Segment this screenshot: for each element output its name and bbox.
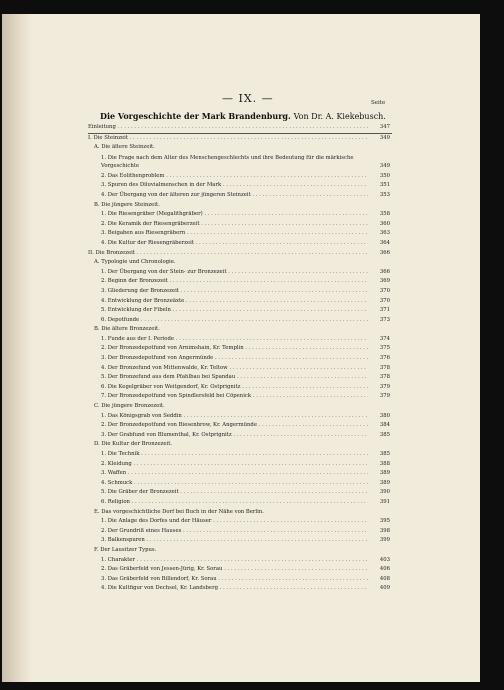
toc-entry-text: 5. Der Bronzefund aus dem Pfahlbau bei Spandau . . . [101, 373, 368, 383]
toc-entry-text: 2. Der Bronzedepotfund von Arnimshain, Kr. Templin . . . [101, 344, 368, 354]
toc-entry [88, 306, 392, 316]
toc-entry-text: 6. Die Kegelgräber von Weitgendorf, Kr. Ostprignitz . . . [101, 383, 368, 393]
toc-entry [88, 239, 392, 249]
toc-entry-text: 3. Der Grabfund von Blumenthal, Kr. Ostprignitz . . . [101, 431, 368, 441]
toc-entry-text: 3. Waffen . . . [101, 469, 368, 479]
toc-entry-text: B. Die jüngere Steinzeit. [94, 201, 160, 208]
toc-entry [88, 402, 392, 412]
toc-entry-page: 375 [379, 345, 390, 352]
toc-entry-page: 409 [379, 585, 390, 592]
toc-entry [88, 498, 392, 508]
toc-entry-text: F. Der Lausitzer Typus. [94, 546, 157, 553]
toc-entry-page: 399 [379, 537, 390, 544]
toc-entry-page: 379 [379, 383, 390, 390]
toc-entry-page: 349 [379, 134, 390, 141]
toc-entry [88, 143, 392, 153]
toc-entry [88, 421, 392, 431]
toc-entry-page: 384 [379, 422, 390, 429]
toc-entry [88, 460, 392, 470]
toc-entry [88, 383, 392, 393]
toc-entry [88, 258, 392, 268]
toc-entry-text: 3. Balkenspuren . . . [101, 536, 368, 546]
toc-entry-page: 385 [379, 451, 390, 457]
toc-entry-page: 350 [379, 172, 390, 179]
toc-entry [88, 565, 392, 575]
toc-entry-text: E. Das vorgeschichtliche Dorf bei Buch in der Nähe von Berlin. [94, 508, 264, 515]
toc-entry [88, 536, 392, 546]
toc-entry-text: 1. Die Technik . . . [101, 450, 368, 460]
toc-entry-text: 5. Die Gräber der Bronzezeit . . . [101, 488, 368, 498]
heading-author: Von Dr. A. Kiekebusch. [293, 112, 386, 121]
toc-entry-text: D. Die Kultur der Bronzezeit. [94, 441, 173, 448]
toc-entry-text: 4. Schmuck . . . [101, 479, 368, 489]
toc-entry [88, 134, 392, 144]
toc-entry-page: 390 [379, 489, 390, 496]
toc-entry [88, 325, 392, 335]
toc-entry [88, 220, 392, 230]
toc-entry-text: 2. Das Eolithenproblem . . . [101, 172, 368, 182]
toc-entry [88, 479, 392, 489]
toc-entry-page: 360 [379, 220, 390, 227]
toc-entry [88, 488, 392, 498]
toc-entry [88, 373, 392, 383]
toc-entry-text: 5. Entwicklung der Fibeln . . . [101, 306, 368, 316]
toc-entry-page: 388 [379, 460, 390, 467]
toc-entry [88, 316, 392, 326]
toc-entry [88, 517, 392, 527]
toc-entry [88, 335, 392, 345]
toc-entry-text: 4. Die Kultfigur von Dechsel, Kr. Landsberg . . . [101, 584, 368, 594]
toc-entry-text: 1. Die Anlage des Dorfes und der Häuser . . . [101, 517, 368, 527]
toc-entry-text: 4. Entwicklung der Bronzeäxte . . . [101, 297, 368, 307]
page-number: — IX. — [222, 92, 274, 105]
toc-entry-page: 358 [379, 211, 390, 218]
toc-entry-text: II. Die Bronzezeit . . . [88, 249, 368, 259]
toc-entry-text: I. Die Steinzeit . . . [88, 134, 368, 144]
toc-entry-page: 395 [379, 518, 390, 525]
toc-entry [88, 153, 392, 172]
toc-entry-text: C. Die jüngere Bronzezeit. [94, 403, 165, 410]
toc-entry-text: 1. Die Riesengräber (Megalithgräber) . . . [101, 210, 368, 220]
toc-entry [88, 297, 392, 307]
page-gutter [2, 14, 32, 682]
toc-entry-page: 366 [379, 268, 390, 275]
toc-entry-text: 3. Gliederung der Bronzezeit . . . [101, 287, 368, 297]
toc-entry-page: 370 [379, 297, 390, 304]
table-of-contents [88, 123, 392, 594]
toc-entry [88, 123, 392, 133]
toc-entry-page: 351 [379, 182, 390, 189]
toc-entry-text: 6. Religion . . . [101, 498, 368, 508]
toc-entry-page: 379 [379, 393, 390, 400]
toc-entry-page: 366 [379, 249, 390, 256]
toc-entry [88, 508, 392, 518]
toc-entry [88, 392, 392, 402]
toc-entry-text: 2. Die Keramik der Riesengräberzeit . . . [101, 220, 368, 230]
toc-entry-page: 363 [379, 230, 390, 237]
toc-entry-page: 370 [379, 287, 390, 294]
toc-entry [88, 249, 392, 259]
toc-entry-text: 2. Das Gräberfeld von Jessen-Jürig, Kr. Sorau . . . [101, 565, 368, 575]
toc-entry-text: 1. Die Frage nach dem Alter des Menschengeschlechts und ihre Bedeutung für die märkische Vorgeschichte [101, 154, 354, 169]
toc-entry-text: 7. Der Bronzedepotfund von Spindlersfeld bei Cöpenick . . . [101, 392, 368, 402]
toc-entry-text: 3. Der Bronzedepotfund von Angermünde . . . [101, 354, 368, 364]
toc-entry [88, 527, 392, 537]
toc-entry-text: 1. Funde aus der I. Periode . . . [101, 335, 368, 345]
toc-entry [88, 556, 392, 566]
toc-entry [88, 201, 392, 211]
toc-entry-page: 374 [379, 335, 390, 342]
toc-entry-text: A. Typologie und Chronologie. [94, 259, 176, 266]
toc-entry-text: A. Die ältere Steinzeit. [94, 144, 155, 151]
toc-entry-page: 389 [379, 479, 390, 486]
section-heading [100, 111, 400, 121]
toc-entry-page: 353 [379, 191, 390, 198]
toc-entry-text: 2. Kleidung . . . [101, 460, 368, 470]
toc-entry-text: 2. Der Bronzedepotfund von Biesenbrow, Kr. Angermünde . . . [101, 421, 368, 431]
toc-entry-text: 3. Spuren des Diluvialmenschen in der Mark . . . [101, 181, 368, 191]
toc-entry-page: 380 [379, 412, 390, 419]
toc-entry [88, 268, 392, 278]
toc-entry-page: 369 [379, 278, 390, 285]
toc-entry [88, 210, 392, 220]
toc-entry [88, 277, 392, 287]
toc-entry-text: 1. Charakter . . . [101, 556, 368, 566]
toc-entry [88, 344, 392, 354]
seite-label: Seite [371, 100, 386, 106]
toc-entry-text: 1. Der Übergang von der Stein- zur Bronzezeit . . . [101, 268, 368, 278]
toc-entry [88, 191, 392, 201]
toc-entry-page: 373 [379, 316, 390, 323]
toc-entry [88, 354, 392, 364]
toc-entry-page: 406 [379, 566, 390, 573]
toc-entry [88, 431, 392, 441]
toc-entry [88, 172, 392, 182]
toc-entry-text: B. Die ältere Bronzezeit. [94, 326, 160, 333]
toc-entry-page: 364 [379, 239, 390, 246]
toc-entry-page: 371 [379, 307, 390, 314]
toc-entry-text: 4. Der Übergang von der älteren zur jüngeren Steinzeit . . . [101, 191, 368, 201]
toc-entry-page: 389 [379, 470, 390, 477]
toc-entry-page: 385 [379, 431, 390, 438]
toc-entry-page: 398 [379, 527, 390, 534]
toc-entry-text: 1. Das Königsgrab von Seddin . . . [101, 412, 368, 422]
toc-entry [88, 287, 392, 297]
toc-entry-text: 4. Der Bronzefund von Mittenwalde, Kr. Teltow . . . [101, 364, 368, 374]
toc-entry-page: 347 [379, 124, 390, 130]
toc-entry [88, 412, 392, 422]
toc-entry [88, 584, 392, 594]
toc-entry [88, 229, 392, 239]
toc-entry-page: 408 [379, 575, 390, 582]
toc-entry [88, 364, 392, 374]
toc-entry-page: 376 [379, 355, 390, 362]
toc-entry-page: 378 [379, 364, 390, 371]
toc-entry [88, 575, 392, 585]
toc-entry-text: 4. Die Kultur der Riesengräberzeit . . . [101, 239, 368, 249]
toc-entry [88, 546, 392, 556]
toc-entry [88, 450, 392, 460]
toc-entry [88, 469, 392, 479]
toc-entry-page: 403 [379, 556, 390, 563]
toc-entry [88, 440, 392, 450]
toc-entry-page: 349 [379, 162, 390, 169]
toc-entry-text: 3. Beigaben aus Riesengräbern . . . [101, 229, 368, 239]
toc-entry-text: 2. Beginn der Bronzezeit . . . [101, 277, 368, 287]
toc-entry-page: 391 [379, 498, 390, 505]
toc-entry-text: Einleitung . . . [88, 123, 368, 133]
toc-entry [88, 181, 392, 191]
heading-title: Die Vorgeschichte der Mark Brandenburg. [100, 111, 291, 121]
toc-entry-text: 3. Das Gräberfeld von Billendorf, Kr. Sorau . . . [101, 575, 368, 585]
toc-entry-text: 6. Depotfunde . . . [101, 316, 368, 326]
toc-entry-text: 2. Der Grundriß eines Hauses . . . [101, 527, 368, 537]
toc-entry-page: 378 [379, 374, 390, 381]
